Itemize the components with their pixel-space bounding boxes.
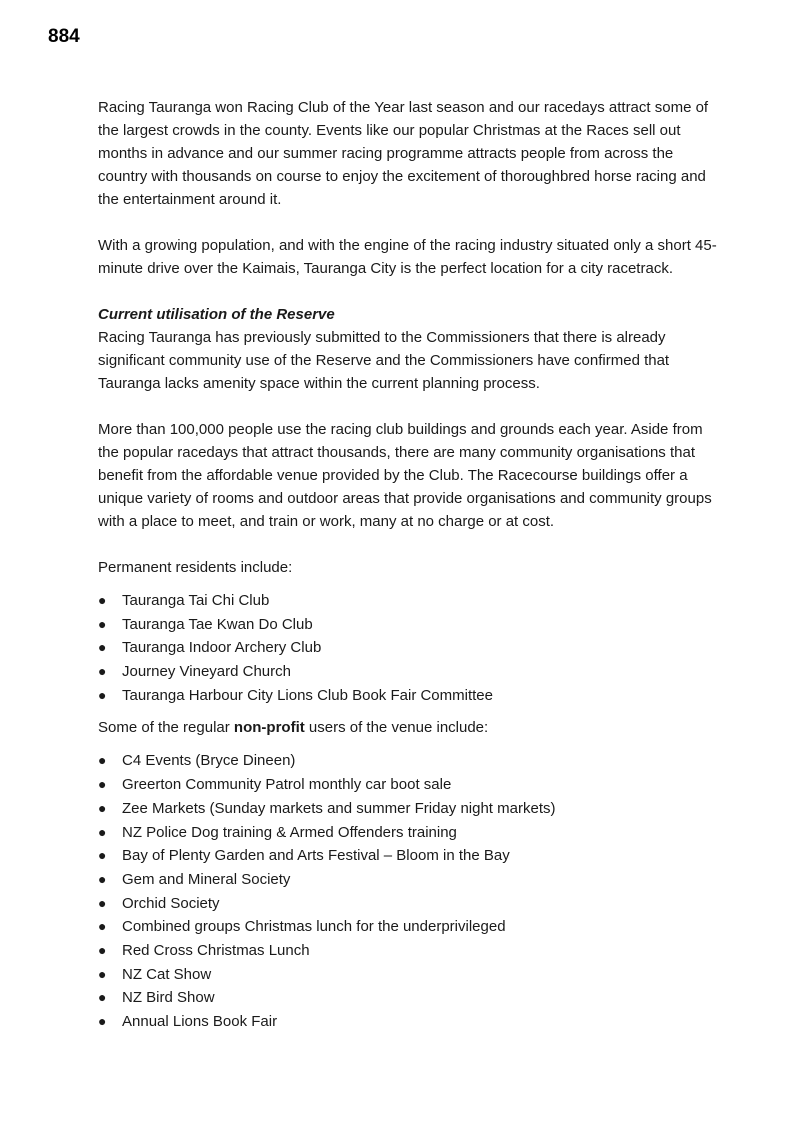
bullet-icon: ● <box>98 847 107 864</box>
list-item <box>98 892 718 916</box>
list-spacer <box>98 707 718 716</box>
list-item <box>98 868 718 892</box>
list-item-text: Tauranga Tai Chi Club <box>122 592 270 609</box>
list-item-text: NZ Cat Show <box>122 965 212 983</box>
bullet-icon: ● <box>98 752 107 769</box>
page-number: 884 <box>48 26 80 47</box>
bullet-icon: ● <box>98 941 107 958</box>
list-spacer <box>98 739 718 749</box>
users-intro-text: Some of the regular <box>98 719 234 737</box>
bullet-icon: ● <box>98 639 107 656</box>
list-item-text: NZ Police Dog training & Armed Offenders training <box>122 823 457 841</box>
users-intro-emphasis: non-profit <box>233 719 305 737</box>
list-item-text: Zee Markets (Sunday markets and summer Friday night markets) <box>122 799 556 817</box>
list-item <box>98 749 718 773</box>
bullet-icon: ● <box>98 823 107 840</box>
list-item-text: Journey Vineyard Church <box>122 663 291 681</box>
bullet-icon: ● <box>98 776 107 793</box>
list-item <box>98 821 718 845</box>
paragraph-growing-population: With a growing population, and with the engine of the racing industry situated only a short 45-minute drive over the Kaimais, Tauranga City is the perfect location for a city racetrack. <box>98 237 717 277</box>
paragraph-spacer <box>98 533 718 556</box>
list-item-text: Tauranga Tae Kwan Do Club <box>122 615 313 633</box>
paragraph-spacer <box>98 395 718 418</box>
list-item <box>98 1010 718 1034</box>
list-item-text: Tauranga Harbour City Lions Club Book Fair Committee <box>122 686 493 704</box>
list-spacer <box>98 579 718 589</box>
bullet-icon: ● <box>98 592 107 608</box>
list-item-text: Tauranga Indoor Archery Club <box>122 639 322 657</box>
residents-list <box>98 589 718 707</box>
list-item-text: Bay of Plenty Garden and Arts Festival – Bloom in the Bay <box>122 847 510 865</box>
section-heading: Current utilisation of the Reserve <box>98 306 335 323</box>
list-item <box>98 684 718 708</box>
paragraph-community-use: Racing Tauranga has previously submitted to the Commissioners that there is already significant community use of the Reserve and the Commissioners have confirmed that Tauranga lacks amenity space within the current planning process. <box>98 329 670 392</box>
list-item-text: C4 Events (Bryce Dineen) <box>122 752 296 770</box>
list-item <box>98 589 718 613</box>
bullet-icon: ● <box>98 663 107 680</box>
list-item-text: NZ Bird Show <box>122 989 215 1007</box>
bullet-icon: ● <box>98 615 107 632</box>
list-item-text: Combined groups Christmas lunch for the underprivileged <box>122 918 506 936</box>
list-item-text: Annual Lions Book Fair <box>122 1013 278 1030</box>
list-item <box>98 660 718 684</box>
bullet-icon: ● <box>98 989 107 1006</box>
paragraph-visitor-numbers: More than 100,000 people use the racing club buildings and grounds each year. Aside from the popular racedays that attract thousands, there are many community organisations that benefit from the affordable venue provided by the Club. The Racecourse buildings offer a unique variety of rooms and outdoor areas that provide organisations and community groups with a place to meet, and train or work, many at no charge or at cost. <box>98 421 712 530</box>
list-item <box>98 844 718 868</box>
list-item <box>98 613 718 637</box>
bullet-icon: ● <box>98 686 107 703</box>
list-item-text: Gem and Mineral Society <box>122 870 291 888</box>
bullet-icon: ● <box>98 918 107 935</box>
document-body <box>98 96 718 1034</box>
residents-intro: Permanent residents include: <box>98 559 293 576</box>
bullet-icon: ● <box>98 870 107 887</box>
list-item <box>98 797 718 821</box>
list-item <box>98 915 718 939</box>
list-item-text: Orchid Society <box>122 894 220 912</box>
bullet-icon: ● <box>98 1013 107 1029</box>
list-item <box>98 963 718 987</box>
paragraph-racing-club-of-year: Racing Tauranga won Racing Club of the Year last season and our racedays attract some of the largest crowds in the county. Events like our popular Christmas at the Races sell out months in advance and our summer racing programme attracts people from across the country with thousands on course to enjoy the excitement of thoroughbred horse racing and the entertainment around it. <box>98 99 709 208</box>
list-item <box>98 986 718 1010</box>
paragraph-spacer <box>98 211 718 234</box>
users-list <box>98 749 718 1033</box>
list-item-text: Greerton Community Patrol monthly car boot sale <box>122 776 452 794</box>
list-item <box>98 773 718 797</box>
bullet-icon: ● <box>98 799 107 816</box>
list-item <box>98 636 718 660</box>
users-intro <box>98 716 718 739</box>
list-item <box>98 939 718 963</box>
bullet-icon: ● <box>98 894 107 911</box>
bullet-icon: ● <box>98 965 107 982</box>
list-item-text: Red Cross Christmas Lunch <box>122 941 310 959</box>
paragraph-spacer <box>98 280 718 303</box>
users-intro-text: users of the venue include: <box>304 719 489 737</box>
